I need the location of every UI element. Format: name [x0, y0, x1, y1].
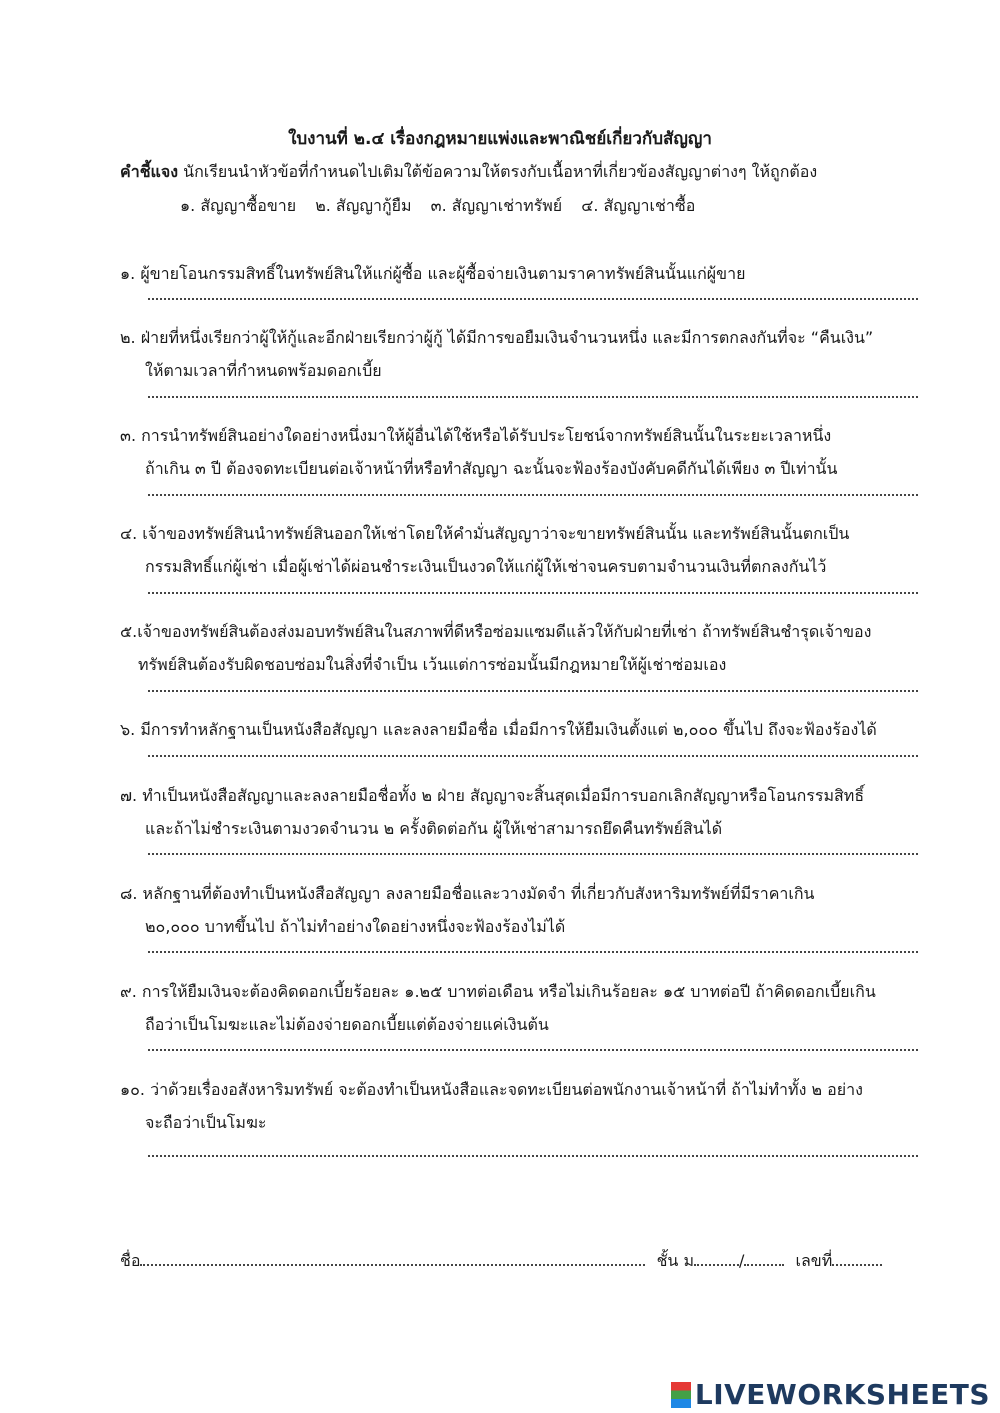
logo-text: LIVEWORKSHEETS — [694, 1378, 990, 1411]
answer-field-4[interactable] — [148, 592, 918, 594]
answer-field-1[interactable] — [148, 298, 918, 300]
answer-field-10[interactable] — [148, 1155, 918, 1157]
answer-field-5[interactable] — [148, 690, 918, 692]
answer-field-9[interactable] — [148, 1049, 918, 1051]
question-text: ถ้าเกิน ๓ ปี ต้องจดทะเบียนต่อเจ้าหน้าที่หรือทำสัญญา ฉะนั้นจะฟ้องร้องบังคับคดีกันได้เพียง ๓ ปีเท่านั้น — [145, 459, 838, 478]
name-field[interactable] — [140, 1250, 645, 1266]
worksheet-title: ใบงานที่ ๒.๔ เรื่องกฎหมายแพ่งและพาณิชย์เกี่ยวกับสัญญา — [288, 129, 712, 149]
question-2 — [120, 321, 920, 387]
option-item: ๑. สัญญาซื้อขาย — [180, 196, 297, 215]
class-level-field[interactable] — [694, 1250, 739, 1266]
question-4 — [120, 517, 920, 583]
question-9 — [120, 975, 920, 1041]
class-room-field[interactable] — [744, 1250, 784, 1266]
question-10 — [120, 1073, 920, 1139]
question-1 — [120, 257, 920, 290]
question-text: ๒๐,๐๐๐ บาทขึ้นไป ถ้าไม่ทำอย่างใดอย่างหนึ่งจะฟ้องร้องไม่ได้ — [145, 917, 566, 936]
option-item: ๔. สัญญาเช่าซื้อ — [581, 196, 696, 215]
instruction-label: คำชี้แจง — [120, 162, 179, 181]
class-label: ชั้น ม — [656, 1251, 694, 1270]
question-text: ๔. เจ้าของทรัพย์สินนำทรัพย์สินออกให้เช่าโดยให้คำมั่นสัญญาว่าจะขายทรัพย์สินนั้น และทรัพย์สินนั้นตกเป็น — [120, 524, 850, 543]
name-label: ชื่อ — [120, 1251, 141, 1270]
question-text: ๙. การให้ยืมเงินจะต้องคิดดอกเบี้ยร้อยละ ๑.๒๕ บาทต่อเดือน หรือไม่เกินร้อยละ ๑๕ บาทต่อปี ถ้าคิดดอกเบี้ยเกิน — [120, 982, 876, 1001]
question-text: ๒. ฝ่ายที่หนึ่งเรียกว่าผู้ให้กู้และอีกฝ่ายเรียกว่าผู้กู้ ได้มีการขอยืมเงินจำนวนหนึ่ง และมีการตกลงกันที่จะ “คืนเงิน” — [120, 328, 874, 347]
student-number-field[interactable] — [832, 1250, 882, 1266]
answer-field-3[interactable] — [148, 494, 918, 496]
question-8 — [120, 877, 920, 943]
question-text: ๑. ผู้ขายโอนกรรมสิทธิ์ในทรัพย์สินให้แก่ผู้ซื้อ และผู้ซื้อจ่ายเงินตามราคาทรัพย์สินนั้นแก่ผู้ขาย — [120, 264, 746, 283]
question-6 — [120, 713, 920, 746]
question-text: ๗. ทำเป็นหนังสือสัญญาและลงลายมือชื่อทั้ง ๒ ฝ่าย สัญญาจะสิ้นสุดเมื่อมีการบอกเลิกสัญญาหรือโอนกรรมสิทธิ์ — [120, 786, 865, 805]
student-info — [120, 1249, 882, 1274]
answer-field-6[interactable] — [148, 755, 918, 757]
contract-options — [180, 194, 709, 219]
question-7 — [120, 779, 920, 845]
number-label: เลขที่ — [795, 1251, 833, 1270]
question-text: กรรมสิทธิ์แก่ผู้เช่า เมื่อผู้เช่าได้ผ่อนชำระเงินเป็นงวดให้แก่ผู้ให้เช่าจนครบตามจำนวนเงินที่ตกลงกันไว้ — [145, 557, 827, 576]
question-text: ทรัพย์สินต้องรับผิดชอบซ่อมในสิ่งที่จำเป็น เว้นแต่การซ่อมนั้นมีกฎหมายให้ผู้เช่าซ่อมเอง — [138, 655, 727, 674]
answer-field-8[interactable] — [148, 951, 918, 953]
question-text: และถ้าไม่ชำระเงินตามงวดจำนวน ๒ ครั้งติดต่อกัน ผู้ให้เช่าสามารถยึดคืนทรัพย์สินได้ — [145, 819, 723, 838]
question-text: ให้ตามเวลาที่กำหนดพร้อมดอกเบี้ย — [145, 361, 382, 380]
class-slash: / — [739, 1251, 745, 1270]
question-5 — [120, 615, 920, 681]
instruction-text: นักเรียนนำหัวข้อที่กำหนดไปเติมใต้ข้อความให้ตรงกับเนื้อหาที่เกี่ยวข้องสัญญาต่างๆ ให้ถูกต้อง — [183, 162, 818, 181]
liveworksheets-logo — [671, 1378, 990, 1411]
logo-icon — [671, 1382, 691, 1408]
question-text: ๘. หลักฐานที่ต้องทำเป็นหนังสือสัญญา ลงลายมือชื่อและวางมัดจำ ที่เกี่ยวกับสังหาริมทรัพย์ที่มีราคาเกิน — [120, 884, 815, 903]
question-text: ๑๐. ว่าด้วยเรื่องอสังหาริมทรัพย์ จะต้องทำเป็นหนังสือและจดทะเบียนต่อพนักงานเจ้าหน้าที่ ถ้าไม่ทำทั้ง ๒ อย่าง — [120, 1080, 863, 1099]
option-item: ๒. สัญญากู้ยืม — [315, 196, 412, 215]
question-text: ๖. มีการทำหลักฐานเป็นหนังสือสัญญา และลงลายมือชื่อ เมื่อมีการให้ยืมเงินตั้งแต่ ๒,๐๐๐ ขึ้นไป ถึงจะฟ้องร้องได้ — [120, 720, 877, 739]
question-3 — [120, 419, 920, 485]
instruction — [120, 160, 920, 185]
answer-field-2[interactable] — [148, 396, 918, 398]
answer-field-7[interactable] — [148, 853, 918, 855]
question-text: ถือว่าเป็นโมฆะและไม่ต้องจ่ายดอกเบี้ยแต่ต้องจ่ายแค่เงินต้น — [145, 1015, 549, 1034]
question-text: จะถือว่าเป็นโมฆะ — [145, 1113, 267, 1132]
question-text: ๓. การนำทรัพย์สินอย่างใดอย่างหนึ่งมาให้ผู้อื่นได้ใช้หรือได้รับประโยชน์จากทรัพย์สินนั้นในระยะเวลาหนึ่ง — [120, 426, 832, 445]
question-text: ๕.เจ้าของทรัพย์สินต้องส่งมอบทรัพย์สินในสภาพที่ดีหรือซ่อมแซมดีแล้วให้กับฝ่ายที่เช่า ถ้าทรัพย์สินชำรุดเจ้าของ — [120, 622, 872, 641]
option-item: ๓. สัญญาเช่าทรัพย์ — [430, 196, 563, 215]
